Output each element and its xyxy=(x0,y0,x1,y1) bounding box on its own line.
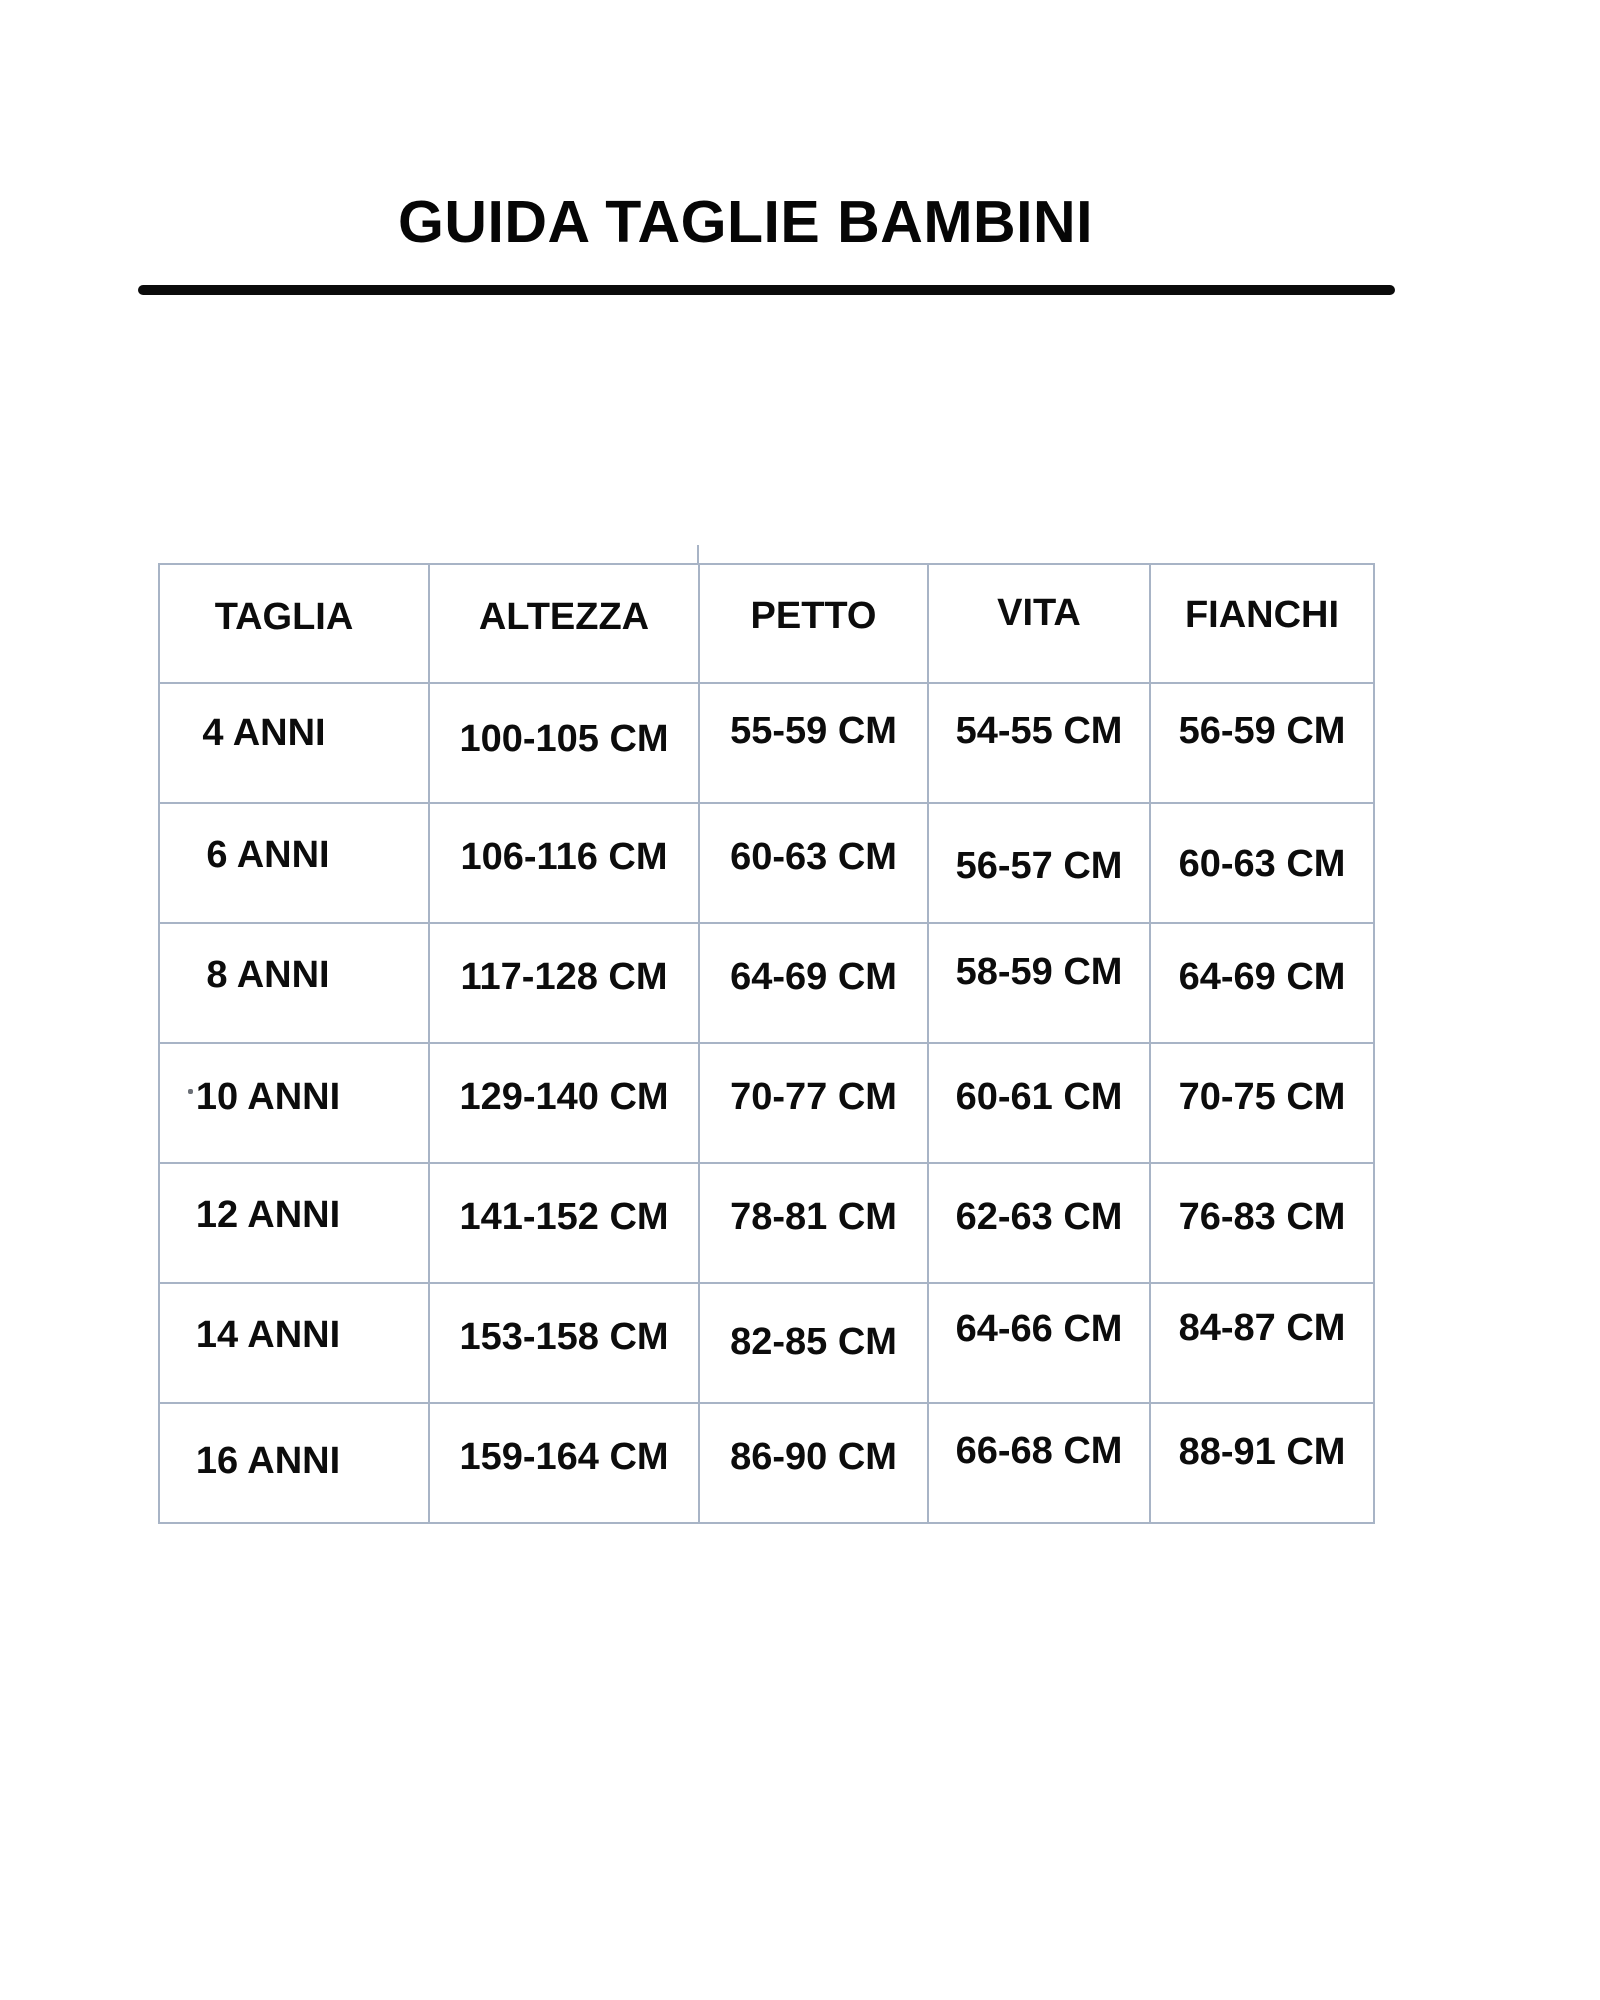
cell-value: 141-152 CM xyxy=(459,1195,669,1238)
header-label: ALTEZZA xyxy=(478,596,650,638)
column-header-altezza xyxy=(429,564,699,683)
cell-value: 56-59 CM xyxy=(1178,709,1346,752)
cell-value: 6 ANNI xyxy=(206,833,330,876)
cell-altezza xyxy=(429,1283,699,1403)
cell-taglia xyxy=(159,1163,429,1283)
column-header-petto xyxy=(699,564,928,683)
cell-petto xyxy=(699,1043,928,1163)
table-row xyxy=(159,683,1374,803)
cell-vita xyxy=(928,683,1150,803)
table-row xyxy=(159,803,1374,923)
cell-fianchi xyxy=(1150,803,1374,923)
cell-value: 54-55 CM xyxy=(955,709,1123,752)
cell-altezza xyxy=(429,683,699,803)
cell-value: 60-61 CM xyxy=(955,1075,1123,1118)
table-row xyxy=(159,1283,1374,1403)
cell-altezza xyxy=(429,923,699,1043)
cell-value: 106-116 CM xyxy=(460,835,668,878)
cell-value: 159-164 CM xyxy=(459,1435,669,1478)
cell-value: 16 ANNI xyxy=(195,1439,341,1482)
cell-fianchi xyxy=(1150,683,1374,803)
cell-value: 76-83 CM xyxy=(1178,1195,1346,1238)
page-title: GUIDA TAGLIE BAMBINI xyxy=(398,189,1094,255)
cell-value: 70-77 CM xyxy=(730,1075,897,1118)
cell-value: 62-63 CM xyxy=(955,1195,1123,1238)
cell-taglia xyxy=(159,1403,429,1523)
cell-fianchi xyxy=(1150,1283,1374,1403)
cell-fianchi xyxy=(1150,1163,1374,1283)
column-header-fianchi xyxy=(1150,564,1374,683)
column-header-taglia xyxy=(159,564,429,683)
cell-fianchi xyxy=(1150,923,1374,1043)
cell-taglia xyxy=(159,923,429,1043)
scan-artifact-tick xyxy=(697,545,699,565)
cell-value: 100-105 CM xyxy=(459,717,669,760)
cell-fianchi xyxy=(1150,1043,1374,1163)
cell-altezza xyxy=(429,1403,699,1523)
cell-altezza xyxy=(429,1163,699,1283)
header-row xyxy=(159,564,1374,683)
cell-petto xyxy=(699,683,928,803)
cell-value: 86-90 CM xyxy=(730,1435,897,1478)
table-row xyxy=(159,1163,1374,1283)
column-header-vita xyxy=(928,564,1150,683)
cell-petto xyxy=(699,1403,928,1523)
cell-value: 117-128 CM xyxy=(460,955,668,998)
cell-vita xyxy=(928,1403,1150,1523)
cell-value: 88-91 CM xyxy=(1178,1430,1346,1473)
scan-artifact-dot xyxy=(188,1089,193,1094)
header-label: VITA xyxy=(997,592,1081,634)
cell-value: 58-59 CM xyxy=(955,950,1123,993)
cell-value: 70-75 CM xyxy=(1178,1075,1346,1118)
table-row xyxy=(159,1043,1374,1163)
cell-value: 8 ANNI xyxy=(206,953,330,996)
cell-value: 64-66 CM xyxy=(955,1307,1123,1350)
cell-value: 78-81 CM xyxy=(730,1195,897,1238)
cell-value: 129-140 CM xyxy=(459,1075,669,1118)
title-underline xyxy=(138,285,1395,295)
cell-taglia xyxy=(159,803,429,923)
cell-value: 82-85 CM xyxy=(730,1320,897,1363)
cell-value: 60-63 CM xyxy=(1178,842,1346,885)
cell-fianchi xyxy=(1150,1403,1374,1523)
header-label: TAGLIA xyxy=(214,596,354,638)
table-row xyxy=(159,923,1374,1043)
cell-value: 10 ANNI xyxy=(195,1075,341,1118)
cell-altezza xyxy=(429,803,699,923)
cell-vita xyxy=(928,803,1150,923)
cell-vita xyxy=(928,1043,1150,1163)
cell-vita xyxy=(928,1283,1150,1403)
header-label: PETTO xyxy=(750,595,877,637)
cell-value: 4 ANNI xyxy=(202,711,326,754)
cell-taglia xyxy=(159,1283,429,1403)
cell-value: 55-59 CM xyxy=(730,709,897,752)
cell-value: 64-69 CM xyxy=(1178,955,1346,998)
cell-vita xyxy=(928,923,1150,1043)
cell-altezza xyxy=(429,1043,699,1163)
cell-petto xyxy=(699,923,928,1043)
table-row xyxy=(159,1403,1374,1523)
cell-value: 153-158 CM xyxy=(459,1315,669,1358)
cell-value: 84-87 CM xyxy=(1178,1306,1346,1349)
cell-petto xyxy=(699,803,928,923)
header-label: FIANCHI xyxy=(1184,594,1340,636)
cell-petto xyxy=(699,1283,928,1403)
cell-value: 66-68 CM xyxy=(955,1429,1123,1472)
size-guide-table xyxy=(158,563,1373,1522)
cell-vita xyxy=(928,1163,1150,1283)
cell-value: 14 ANNI xyxy=(195,1313,341,1356)
cell-value: 60-63 CM xyxy=(730,835,897,878)
size-table xyxy=(158,563,1375,1524)
cell-value: 64-69 CM xyxy=(730,955,897,998)
cell-petto xyxy=(699,1163,928,1283)
cell-value: 12 ANNI xyxy=(195,1193,341,1236)
cell-taglia xyxy=(159,683,429,803)
cell-value: 56-57 CM xyxy=(955,844,1123,887)
cell-taglia xyxy=(159,1043,429,1163)
